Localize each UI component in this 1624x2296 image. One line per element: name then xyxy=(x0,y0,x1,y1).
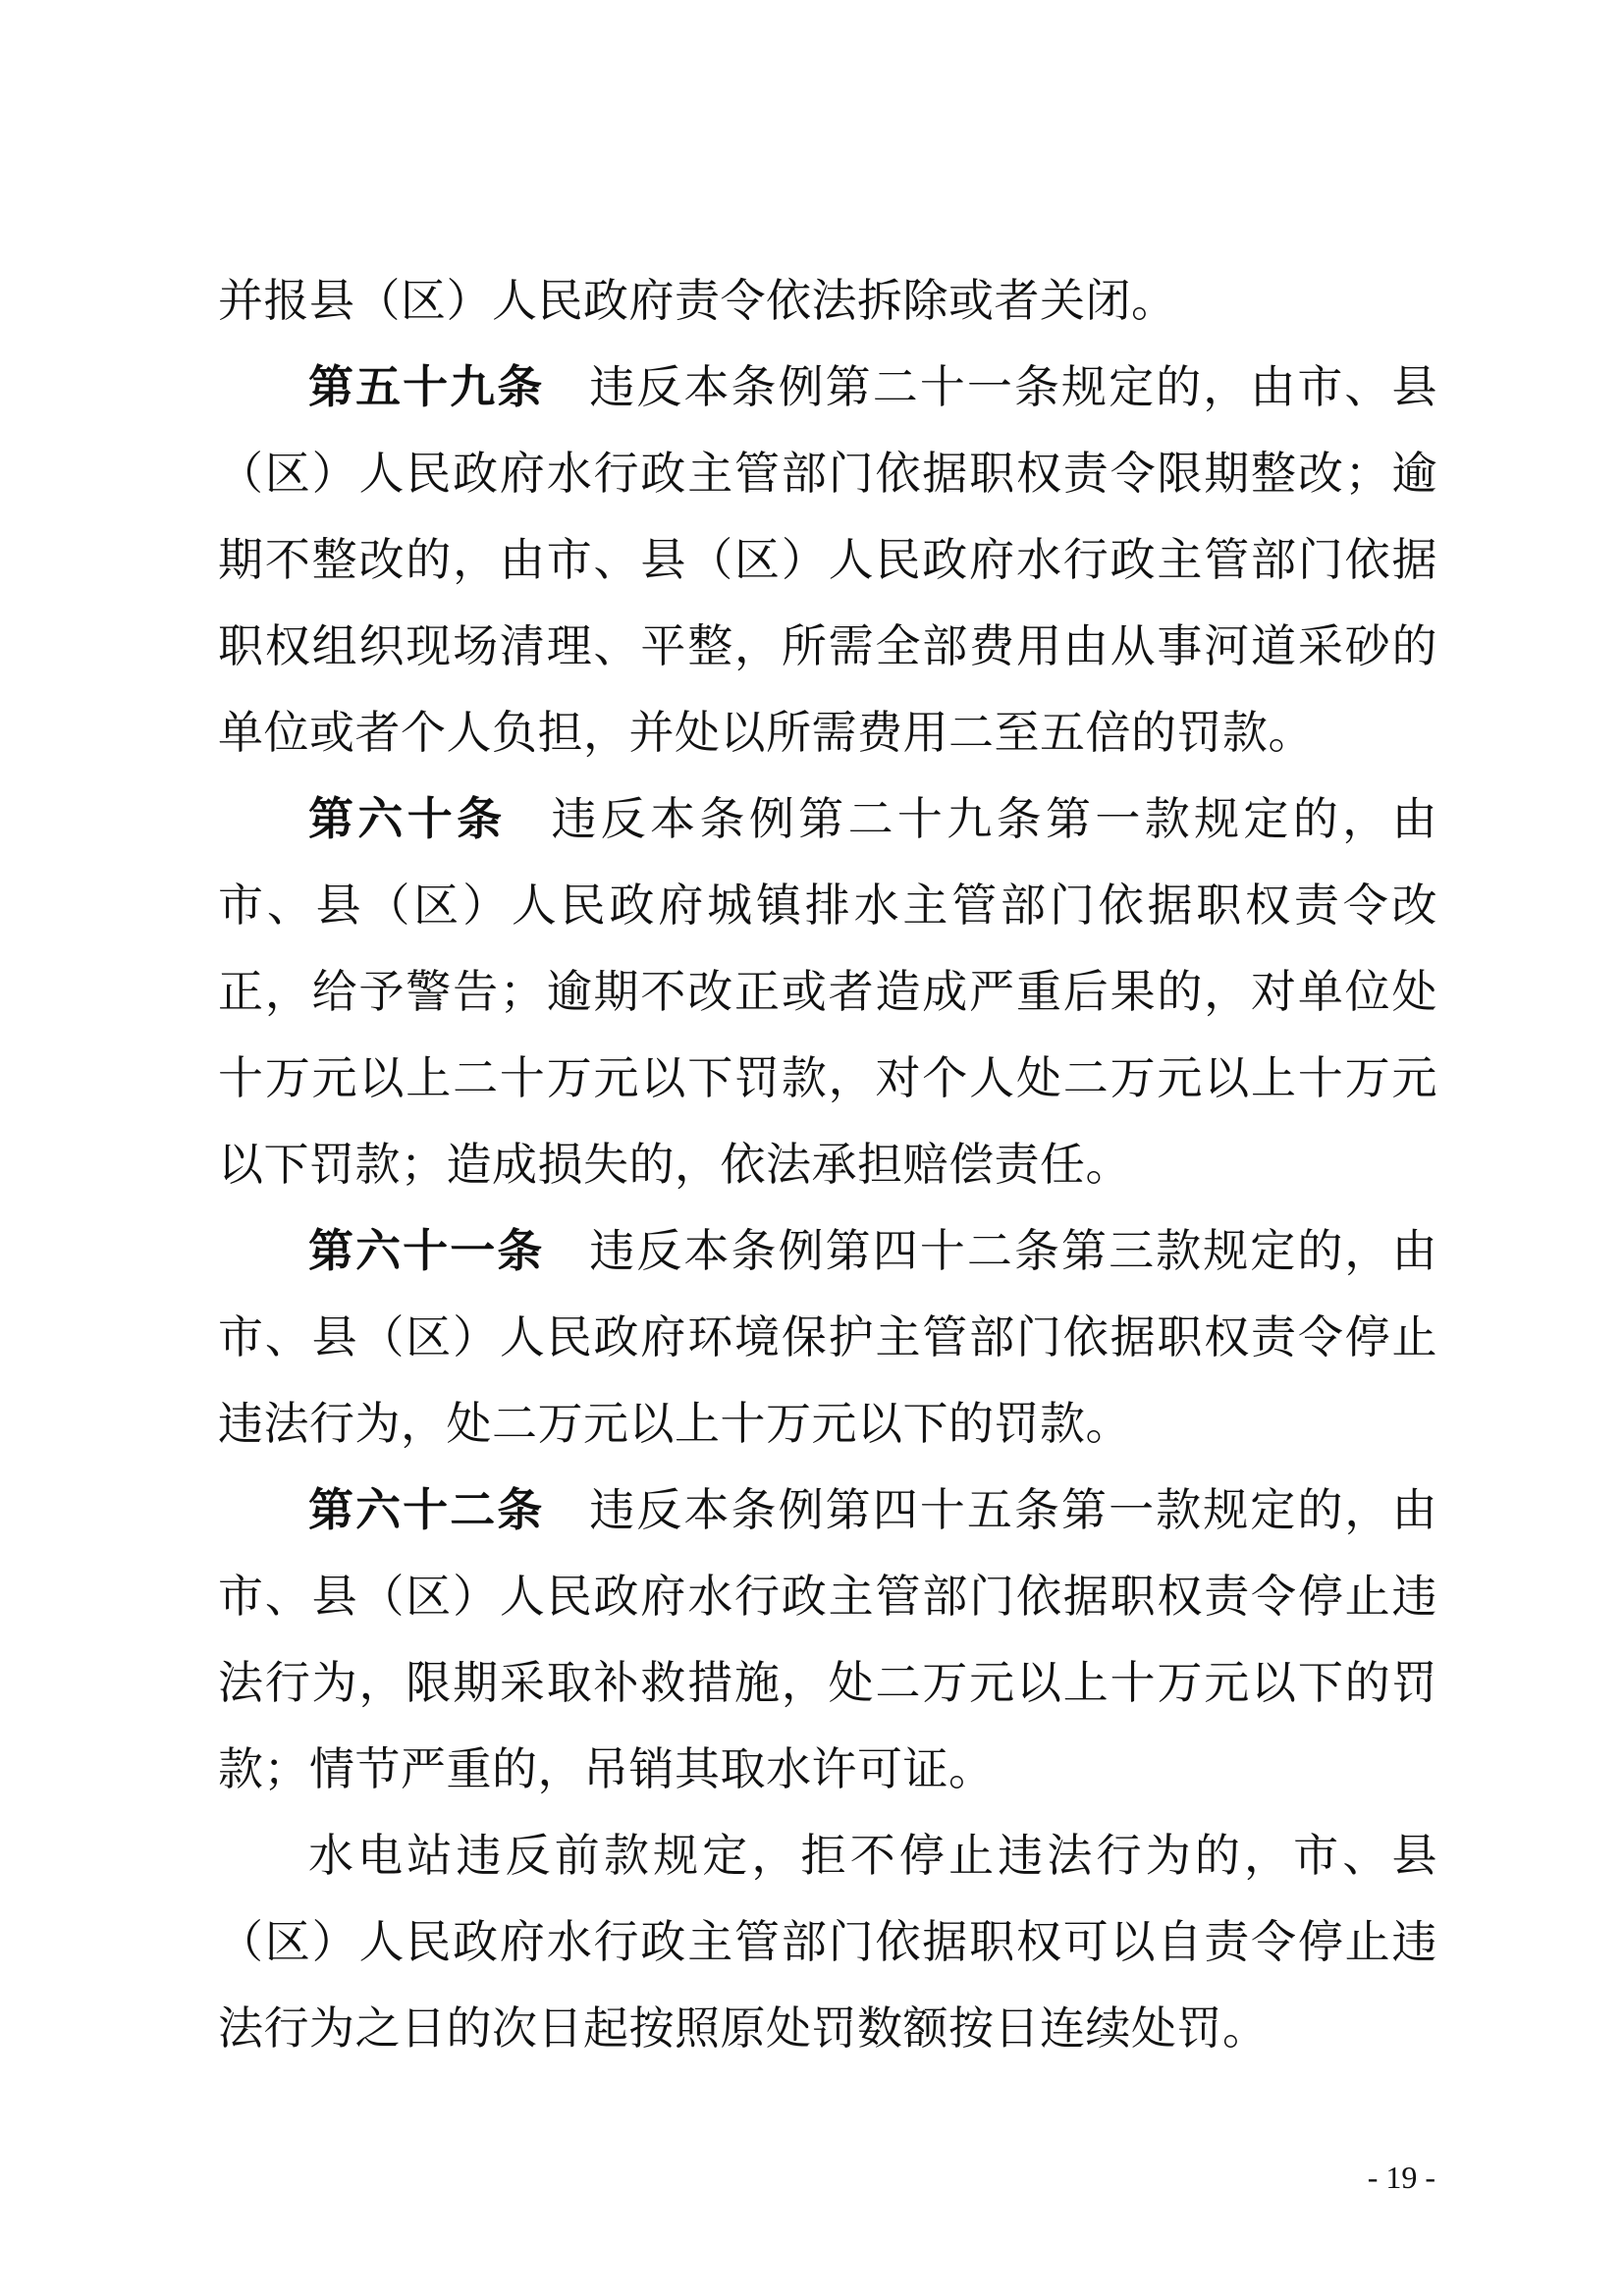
article-62 xyxy=(218,1467,1437,1812)
article-text: 违反本条例第二十九条第一款规定的，由市、县（区）人民政府城镇排水主管部门依据职权责令改正，给予警告；逾期不改正或者造成严重后果的，对单位处十万元以上二十万元以下罚款，对个人处二万元以上十万元以下罚款；造成损失的，依法承担赔偿责任。 xyxy=(218,792,1438,1191)
article-text: 违反本条例第四十二条第三款规定的，由市、县（区）人民政府环境保护主管部门依据职权责令停止违法行为，处二万元以上十万元以下的罚款。 xyxy=(218,1224,1438,1450)
page-number: - 19 - xyxy=(1367,2160,1435,2195)
article-number: 第六十一条 xyxy=(308,1224,545,1277)
article-number: 第六十二条 xyxy=(308,1483,545,1536)
closing-paragraph: 水电站违反前款规定，拒不停止违法行为的，市、县（区）人民政府水行政主管部门依据职权可以自责令停止违法行为之日的次日起按照原处罚数额按日连续处罚。 xyxy=(218,1829,1437,2055)
document-body xyxy=(218,257,1437,2071)
article-text: 违反本条例第四十五条第一款规定的，由市、县（区）人民政府水行政主管部门依据职权责令停止违法行为，限期采取补救措施，处二万元以上十万元以下的罚款；情节严重的，吊销其取水许可证。 xyxy=(218,1483,1438,1795)
article-text: 违反本条例第二十一条规定的，由市、县（区）人民政府水行政主管部门依据职权责令限期整改；逾期不整改的，由市、县（区）人民政府水行政主管部门依据职权组织现场清理、平整，所需全部费用由从事河道采砂的单位或者个人负担，并处以所需费用二至五倍的罚款。 xyxy=(218,360,1438,759)
article-59 xyxy=(218,344,1437,775)
continuation-paragraph: 并报县（区）人民政府责令依法拆除或者关闭。 xyxy=(218,274,1177,327)
article-60 xyxy=(218,775,1437,1207)
article-number: 第六十条 xyxy=(308,792,507,845)
article-number: 第五十九条 xyxy=(308,360,545,413)
article-61 xyxy=(218,1207,1437,1467)
